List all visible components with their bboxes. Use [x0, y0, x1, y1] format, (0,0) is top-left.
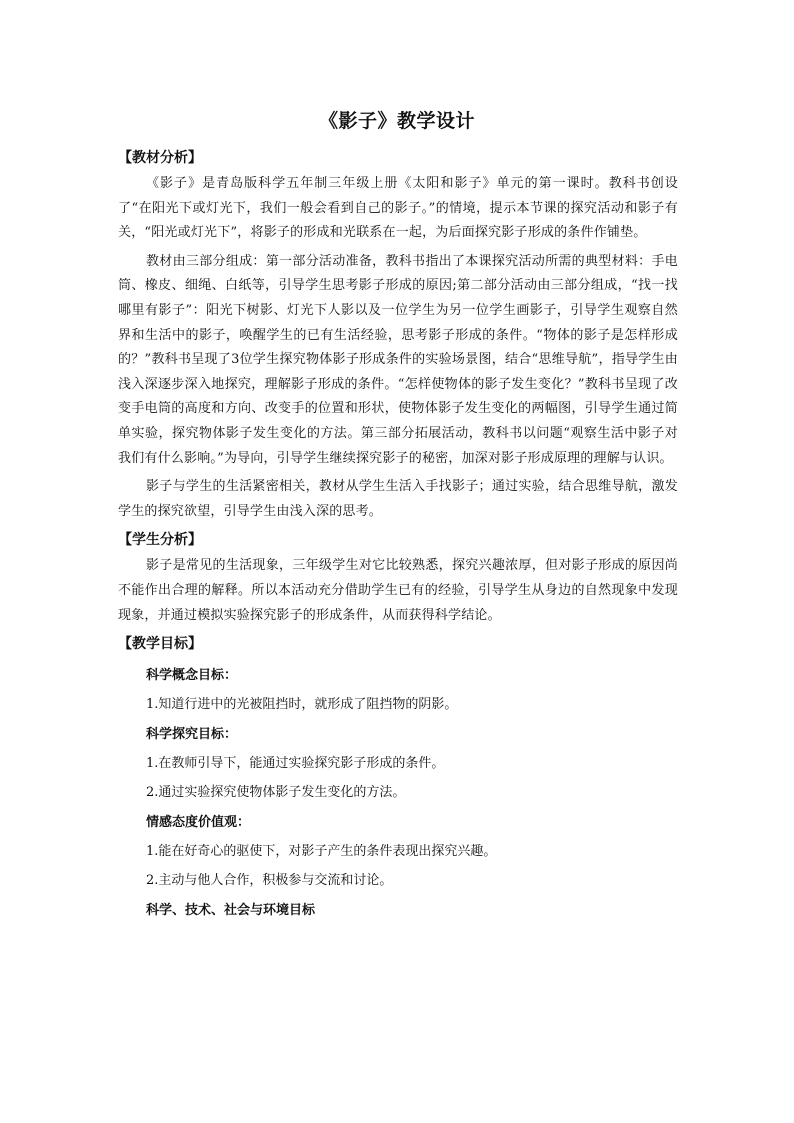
goal-label-concept: 科学概念目标：: [146, 668, 238, 684]
document-body: [118, 146, 678, 923]
paragraph: 教材由三部分组成：第一部分活动准备，教科书指出了本课探究活动所需的典型材料：手电筒、橡皮、细绳、白纸等，引导学生思考影子形成的原因;第二部分活动由三部分组成，“找一找哪里有影子”：阳光下树影、灯光下人影以及一位学生为另一位学生画影子，引导学生观察自然界和生活中的影子，唤醒学生的已有生活经验，思考影子形成的条件。“物体的影子是怎样形成的？”教科书呈现了3位学生探究物体影子形成条件的实验场景图，结合“思维导航”，指导学生由浅入深逐步深入地探究，理解影子形成的条件。“怎样使物体的影子发生变化？”教科书呈现了改变手电筒的高度和方向、改变手的位置和形状，使物体影子发生变化的两幅图，引导学生通过简单实验，探究物体影子发生变化的方法。第三部分拓展活动，教科书以问题“观察生活中影子对我们有什么影响。”为导向，引导学生继续探究影子的秘密，加深对影子形成原理的理解与认识。: [118, 253, 678, 466]
goal-item: 1.知道行进中的光被阻挡时，就形成了阻挡物的阴影。: [146, 697, 458, 713]
section-heading-students: 【学生分析】: [118, 532, 202, 549]
goal-label-attitude: 情感态度价值观：: [146, 815, 251, 831]
goal-item: 2.通过实验探究使物体影子发生变化的方法。: [146, 785, 406, 801]
goal-item: 2.主动与他人合作，积极参与交流和讨论。: [146, 873, 393, 889]
paragraph: 影子是常见的生活现象，三年级学生对它比较熟悉，探究兴趣浓厚，但对影子形成的原因尚不能作出合理的解释。所以本活动充分借助学生已有的经验，引导学生从身边的自然现象中发现现象，并通过模拟实验探究影子的形成条件，从而获得科学结论。: [118, 558, 678, 623]
document-title: 《影子》教学设计: [318, 110, 475, 132]
section-heading-material: 【教材分析】: [118, 150, 202, 166]
goal-item: 1.在教师引导下，能通过实验探究影子形成的条件。: [146, 756, 445, 772]
paragraph: 影子与学生的生活紧密相关，教材从学生生活入手找影子；通过实验，结合思维导航，激发学生的探究欲望，引导学生由浅入深的思考。: [118, 479, 678, 519]
goal-label-inquiry: 科学探究目标：: [146, 727, 238, 743]
paragraph: 《影子》是青岛版科学五年制三年级上册《太阳和影子》单元的第一课时。教科书创设了“在阳光下或灯光下，我们一般会看到自己的影子。”的情境，提示本节课的探究活动和影子有关，“阳光或灯光下”，将影子的形成和光联系在一起，为后面探究影子形成的条件作铺垫。: [118, 176, 678, 241]
goal-label-sts: 科学、技术、社会与环境目标: [146, 903, 316, 919]
section-heading-goals: 【教学目标】: [118, 636, 202, 653]
goal-item: 1.能在好奇心的驱使下，对影子产生的条件表现出探究兴趣。: [146, 844, 497, 860]
